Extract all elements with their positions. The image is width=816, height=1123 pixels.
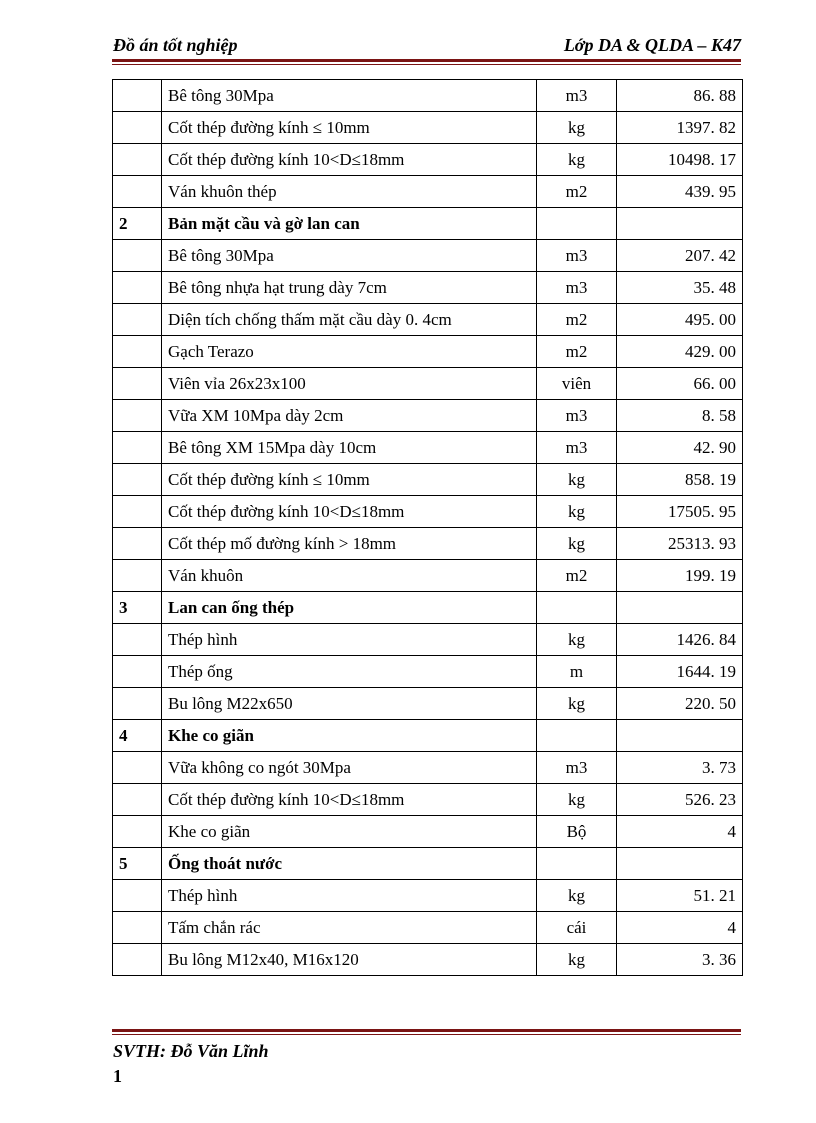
- header-rule-thin: [112, 64, 741, 65]
- item-name-cell: Bê tông nhựa hạt trung dày 7cm: [162, 272, 537, 304]
- table-row: [113, 80, 743, 112]
- unit-cell: viên: [537, 368, 617, 400]
- quantity-cell: 4: [617, 912, 743, 944]
- table-row: [113, 560, 743, 592]
- unit-cell: kg: [537, 496, 617, 528]
- unit-cell: m3: [537, 752, 617, 784]
- item-number-cell: [113, 752, 162, 784]
- quantity-cell: 526. 23: [617, 784, 743, 816]
- quantity-cell: 495. 00: [617, 304, 743, 336]
- item-name-cell: Bê tông 30Mpa: [162, 80, 537, 112]
- quantity-cell: 429. 00: [617, 336, 743, 368]
- quantity-cell: 858. 19: [617, 464, 743, 496]
- item-name-cell: Bu lông M12x40, M16x120: [162, 944, 537, 976]
- table-row: [113, 272, 743, 304]
- quantity-table: [112, 79, 743, 976]
- section-row: [113, 720, 743, 752]
- item-number-cell: 5: [113, 848, 162, 880]
- footer-rule-thin: [112, 1034, 741, 1035]
- item-number-cell: [113, 80, 162, 112]
- item-name-cell: Gạch Terazo: [162, 336, 537, 368]
- item-name-cell: Cốt thép đường kính 10<D≤18mm: [162, 144, 537, 176]
- item-name-cell: Thép hình: [162, 880, 537, 912]
- table-row: [113, 912, 743, 944]
- item-name-cell: Thép ống: [162, 656, 537, 688]
- item-name-cell: Viên vỉa 26x23x100: [162, 368, 537, 400]
- item-number-cell: [113, 240, 162, 272]
- unit-cell: kg: [537, 144, 617, 176]
- quantity-cell: 4: [617, 816, 743, 848]
- section-row: [113, 592, 743, 624]
- item-name-cell: Khe co giãn: [162, 816, 537, 848]
- unit-cell: cái: [537, 912, 617, 944]
- item-number-cell: [113, 144, 162, 176]
- item-number-cell: [113, 784, 162, 816]
- quantity-cell: 17505. 95: [617, 496, 743, 528]
- item-name-cell: Bu lông M22x650: [162, 688, 537, 720]
- unit-cell: [537, 592, 617, 624]
- table-row: [113, 400, 743, 432]
- item-name-cell: Bê tông XM 15Mpa dày 10cm: [162, 432, 537, 464]
- table-row: [113, 688, 743, 720]
- unit-cell: kg: [537, 784, 617, 816]
- quantity-cell: 207. 42: [617, 240, 743, 272]
- unit-cell: m3: [537, 432, 617, 464]
- unit-cell: kg: [537, 528, 617, 560]
- table-row: [113, 944, 743, 976]
- table-row: [113, 752, 743, 784]
- item-number-cell: [113, 464, 162, 496]
- item-number-cell: [113, 432, 162, 464]
- item-number-cell: [113, 688, 162, 720]
- item-name-cell: Cốt thép đường kính 10<D≤18mm: [162, 496, 537, 528]
- unit-cell: [537, 208, 617, 240]
- quantity-cell: 51. 21: [617, 880, 743, 912]
- quantity-cell: [617, 720, 743, 752]
- item-name-cell: Ván khuôn thép: [162, 176, 537, 208]
- quantity-cell: 199. 19: [617, 560, 743, 592]
- item-name-cell: Bản mặt cầu và gờ lan can: [162, 208, 537, 240]
- unit-cell: m2: [537, 176, 617, 208]
- header-rule-thick: [112, 59, 741, 62]
- quantity-cell: 3. 36: [617, 944, 743, 976]
- item-name-cell: Cốt thép đường kính 10<D≤18mm: [162, 784, 537, 816]
- quantity-cell: 35. 48: [617, 272, 743, 304]
- unit-cell: kg: [537, 880, 617, 912]
- quantity-cell: 86. 88: [617, 80, 743, 112]
- item-number-cell: [113, 336, 162, 368]
- quantity-cell: [617, 592, 743, 624]
- footer-student-name: SVTH: Đỗ Văn Lĩnh: [113, 1041, 269, 1061]
- section-row: [113, 848, 743, 880]
- item-number-cell: [113, 176, 162, 208]
- item-name-cell: Vữa không co ngót 30Mpa: [162, 752, 537, 784]
- item-number-cell: [113, 624, 162, 656]
- item-name-cell: Bê tông 30Mpa: [162, 240, 537, 272]
- item-name-cell: Thép hình: [162, 624, 537, 656]
- quantity-cell: 220. 50: [617, 688, 743, 720]
- item-number-cell: [113, 304, 162, 336]
- quantity-cell: 1397. 82: [617, 112, 743, 144]
- table-row: [113, 816, 743, 848]
- quantity-cell: 42. 90: [617, 432, 743, 464]
- item-number-cell: [113, 528, 162, 560]
- quantity-cell: 439. 95: [617, 176, 743, 208]
- header-document-title: Đồ án tốt nghiệp: [113, 35, 238, 55]
- item-number-cell: [113, 656, 162, 688]
- unit-cell: kg: [537, 624, 617, 656]
- table-row: [113, 112, 743, 144]
- unit-cell: m: [537, 656, 617, 688]
- table-row: [113, 624, 743, 656]
- item-number-cell: 2: [113, 208, 162, 240]
- item-number-cell: [113, 272, 162, 304]
- item-number-cell: [113, 496, 162, 528]
- quantity-cell: 10498. 17: [617, 144, 743, 176]
- quantity-cell: 66. 00: [617, 368, 743, 400]
- item-number-cell: [113, 560, 162, 592]
- table-row: [113, 368, 743, 400]
- table-row: [113, 176, 743, 208]
- page-number: 1: [113, 1066, 122, 1086]
- unit-cell: kg: [537, 944, 617, 976]
- item-name-cell: Ván khuôn: [162, 560, 537, 592]
- footer-rule-thick: [112, 1029, 741, 1032]
- item-number-cell: [113, 368, 162, 400]
- section-row: [113, 208, 743, 240]
- item-number-cell: [113, 816, 162, 848]
- table-row: [113, 432, 743, 464]
- unit-cell: [537, 848, 617, 880]
- unit-cell: m2: [537, 560, 617, 592]
- unit-cell: m2: [537, 304, 617, 336]
- quantity-cell: 1426. 84: [617, 624, 743, 656]
- quantity-cell: 3. 73: [617, 752, 743, 784]
- unit-cell: kg: [537, 688, 617, 720]
- unit-cell: m3: [537, 272, 617, 304]
- header-class-label: Lớp DA & QLDA – K47: [563, 35, 741, 55]
- quantity-cell: 8. 58: [617, 400, 743, 432]
- table-row: [113, 496, 743, 528]
- table-row: [113, 464, 743, 496]
- unit-cell: m2: [537, 336, 617, 368]
- quantity-cell: [617, 208, 743, 240]
- table-row: [113, 880, 743, 912]
- item-name-cell: Lan can ống thép: [162, 592, 537, 624]
- unit-cell: kg: [537, 112, 617, 144]
- table-row: [113, 304, 743, 336]
- quantity-cell: 1644. 19: [617, 656, 743, 688]
- item-name-cell: Khe co giãn: [162, 720, 537, 752]
- unit-cell: Bộ: [537, 816, 617, 848]
- table-row: [113, 656, 743, 688]
- item-name-cell: Ống thoát nước: [162, 848, 537, 880]
- table-row: [113, 144, 743, 176]
- quantity-cell: 25313. 93: [617, 528, 743, 560]
- item-name-cell: Tấm chắn rác: [162, 912, 537, 944]
- item-name-cell: Cốt thép đường kính ≤ 10mm: [162, 112, 537, 144]
- table-row: [113, 528, 743, 560]
- quantity-table-body: [113, 80, 743, 976]
- unit-cell: m3: [537, 240, 617, 272]
- item-name-cell: Vữa XM 10Mpa dày 2cm: [162, 400, 537, 432]
- item-name-cell: Diện tích chống thấm mặt cầu dày 0. 4cm: [162, 304, 537, 336]
- item-number-cell: 4: [113, 720, 162, 752]
- item-number-cell: [113, 112, 162, 144]
- unit-cell: m3: [537, 400, 617, 432]
- table-row: [113, 240, 743, 272]
- item-number-cell: [113, 944, 162, 976]
- table-row: [113, 784, 743, 816]
- item-number-cell: [113, 400, 162, 432]
- item-number-cell: [113, 880, 162, 912]
- unit-cell: [537, 720, 617, 752]
- unit-cell: kg: [537, 464, 617, 496]
- item-name-cell: Cốt thép mố đường kính > 18mm: [162, 528, 537, 560]
- item-name-cell: Cốt thép đường kính ≤ 10mm: [162, 464, 537, 496]
- unit-cell: m3: [537, 80, 617, 112]
- table-row: [113, 336, 743, 368]
- item-number-cell: 3: [113, 592, 162, 624]
- item-number-cell: [113, 912, 162, 944]
- quantity-cell: [617, 848, 743, 880]
